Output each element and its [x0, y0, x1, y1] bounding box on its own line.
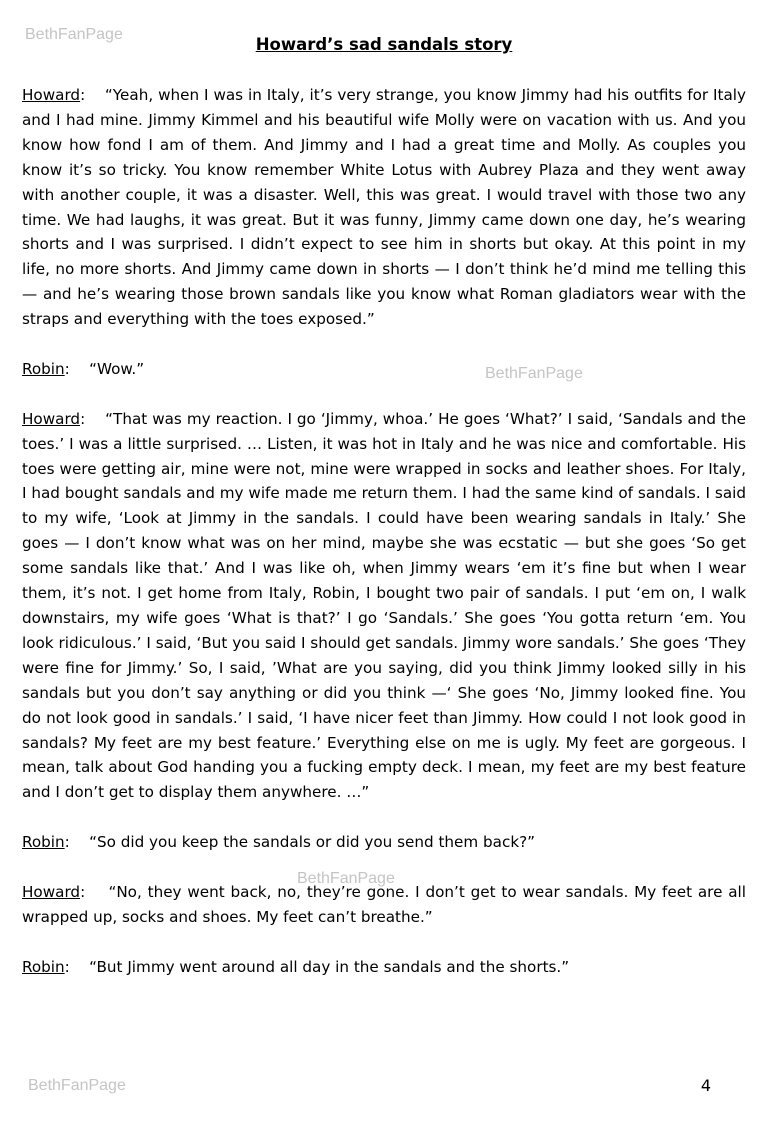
- dialogue-text: “Yeah, when I was in Italy, it’s very strange, you know Jimmy had his outfits for Italy and I had mine. Jimmy Kimmel and his beautiful wife Molly were on vacation with us. And you know how fond I am of them. And Jimmy and I had a great time and Molly. As couples you know it’s so tricky. You know remember White Lotus with Aubrey Plaza and they went away with another couple, it was a disaster. Well, this was great. I would travel with those two any time. We had laughs, it was great. But it was funny, Jimmy came down one day, he’s wearing shorts and I was surprised. I didn’t expect to see him in shorts but okay. At this point in my life, no more shorts. And Jimmy came down in shorts — I don’t think he’d mind me telling this — and he’s wearing those brown sandals like you know what Roman gladiators wear with the straps and everything with the toes exposed.”: [22, 86, 746, 329]
- dialogue-paragraph: Robin: “But Jimmy went around all day in the sandals and the shorts.”: [22, 957, 570, 976]
- dialogue-text: “But Jimmy went around all day in the sandals and the shorts.”: [89, 957, 570, 976]
- speaker-name: Robin: [22, 957, 65, 976]
- speaker-name: Robin: [22, 833, 65, 852]
- dialogue-text: “That was my reaction. I go ‘Jimmy, whoa.’ He goes ‘What?’ I said, ‘Sandals and the toes.’ I was a little surprised. … Listen, it was hot in Italy and he was nice and comfortable. His toes were getting air, mine were not, mine were wrapped in socks and leather shoes. For Italy, I had bought sandals and my wife made me return them. I had the same kind of sandals. I said to my wife, ‘Look at Jimmy in the sandals. I could have been wearing sandals in Italy.’ She goes — I don’t know what was on her mind, maybe she was ecstatic — but she goes ‘So get some sandals like that.’ And I was like oh, when Jimmy wears ‘em it’s fine but when I wear them, it’s not. I get home from Italy, Robin, I bought two pair of sandals. I put ‘em on, I walk downstairs, my wife goes ‘What is that?’ I go ‘Sandals.’ She goes ‘You gotta return ‘em. You look ridiculous.’ I said, ‘But you said I should get sandals. Jimmy wore sandals.’ She goes ‘They were fine for Jimmy.’ So, I said, ’What are you saying, did you think Jimmy looked silly in his sandals but you don’t say anything or did you think —‘ She goes ‘No, Jimmy looked fine. You do not look good in sandals.’ I said, ‘I have nicer feet than Jimmy. How could I not look good in sandals? My feet are my best feature.’ Everything else on me is ugly. My feet are gorgeous. I mean, talk about God handing you a fucking empty deck. I mean, my feet are my best feature and I don’t get to display them anywhere. …”: [22, 409, 746, 802]
- speaker-name: Howard: [22, 882, 81, 901]
- watermark: BethFanPage: [485, 365, 583, 382]
- dialogue-text: “So did you keep the sandals or did you send them back?”: [89, 833, 536, 852]
- dialogue-paragraph: Howard: “That was my reaction. I go ‘Jimmy, whoa.’ He goes ‘What?’ I said, ‘Sandals and the toes.’ I was a little surprised. … Listen, it was hot in Italy and he was nice and comfortable. His toes were getting air, mine were not, mine were wrapped in socks and leather shoes. For Italy, I had bought sandals and my wife made me return them. I had the same kind of sandals. I said to my wife, ‘Look at Jimmy in the sandals. I could have been wearing sandals in Italy.’ She goes — I don’t know what was on her mind, maybe she was ecstatic — but she goes ‘So get some sandals like that.’ And I was like oh, when Jimmy wears ‘em it’s fine but when I wear them, it’s not. I get home from Italy, Robin, I bought two pair of sandals. I put ‘em on, I walk downstairs, my wife goes ‘What is that?’ I go ‘Sandals.’ She goes ‘You gotta return ‘em. You look ridiculous.’ I said, ‘But you said I should get sandals. Jimmy wore sandals.’ She goes ‘They were fine for Jimmy.’ So, I said, ’What are you saying, did you think Jimmy looked silly in his sandals but you don’t say anything or did you think —‘ She goes ‘No, Jimmy looked fine. You do not look good in sandals.’ I said, ‘I have nicer feet than Jimmy. How could I not look good in sandals? My feet are my best feature.’ Everything else on me is ugly. My feet are gorgeous. I mean, talk about God handing you a fucking empty deck. I mean, my feet are my best feature and I don’t get to display them anywhere. …”: [22, 409, 746, 802]
- speaker-name: Howard: [22, 86, 81, 104]
- transcript-body: [22, 83, 746, 1004]
- dialogue-paragraph: Robin: “Wow.”: [22, 359, 145, 378]
- speaker-name: Robin: [22, 359, 65, 378]
- page-number: 4: [700, 1076, 711, 1095]
- speaker-name: Howard: [22, 409, 81, 428]
- dialogue-text: “Wow.”: [89, 359, 145, 378]
- document-title: Howard’s sad sandals story: [255, 35, 513, 54]
- dialogue-paragraph: Howard: “Yeah, when I was in Italy, it’s very strange, you know Jimmy had his outfits for Italy and I had mine. Jimmy Kimmel and his beautiful wife Molly were on vacation with us. And you know how fond I am of them. And Jimmy and I had a great time and Molly. As couples you know it’s so tricky. You know remember White Lotus with Aubrey Plaza and they went away with another couple, it was a disaster. Well, this was great. I would travel with those two any time. We had laughs, it was great. But it was funny, Jimmy came down one day, he’s wearing shorts and I was surprised. I didn’t expect to see him in shorts but okay. At this point in my life, no more shorts. And Jimmy came down in shorts — I don’t think he’d mind me telling this — and he’s wearing those brown sandals like you know what Roman gladiators wear with the straps and everything with the toes exposed.”: [22, 86, 746, 329]
- watermark: BethFanPage: [28, 1077, 126, 1094]
- watermark: BethFanPage: [25, 26, 123, 43]
- dialogue-text: “No, they went back, no, they’re gone. I don’t get to wear sandals. My feet are all wrapped up, socks and shoes. My feet can’t breathe.”: [22, 882, 746, 926]
- dialogue-paragraph: Robin: “So did you keep the sandals or did you send them back?”: [22, 833, 536, 852]
- dialogue-paragraph: Howard: “No, they went back, no, they’re gone. I don’t get to wear sandals. My feet are all wrapped up, socks and shoes. My feet can’t breathe.”: [22, 882, 746, 926]
- watermark: BethFanPage: [297, 870, 395, 887]
